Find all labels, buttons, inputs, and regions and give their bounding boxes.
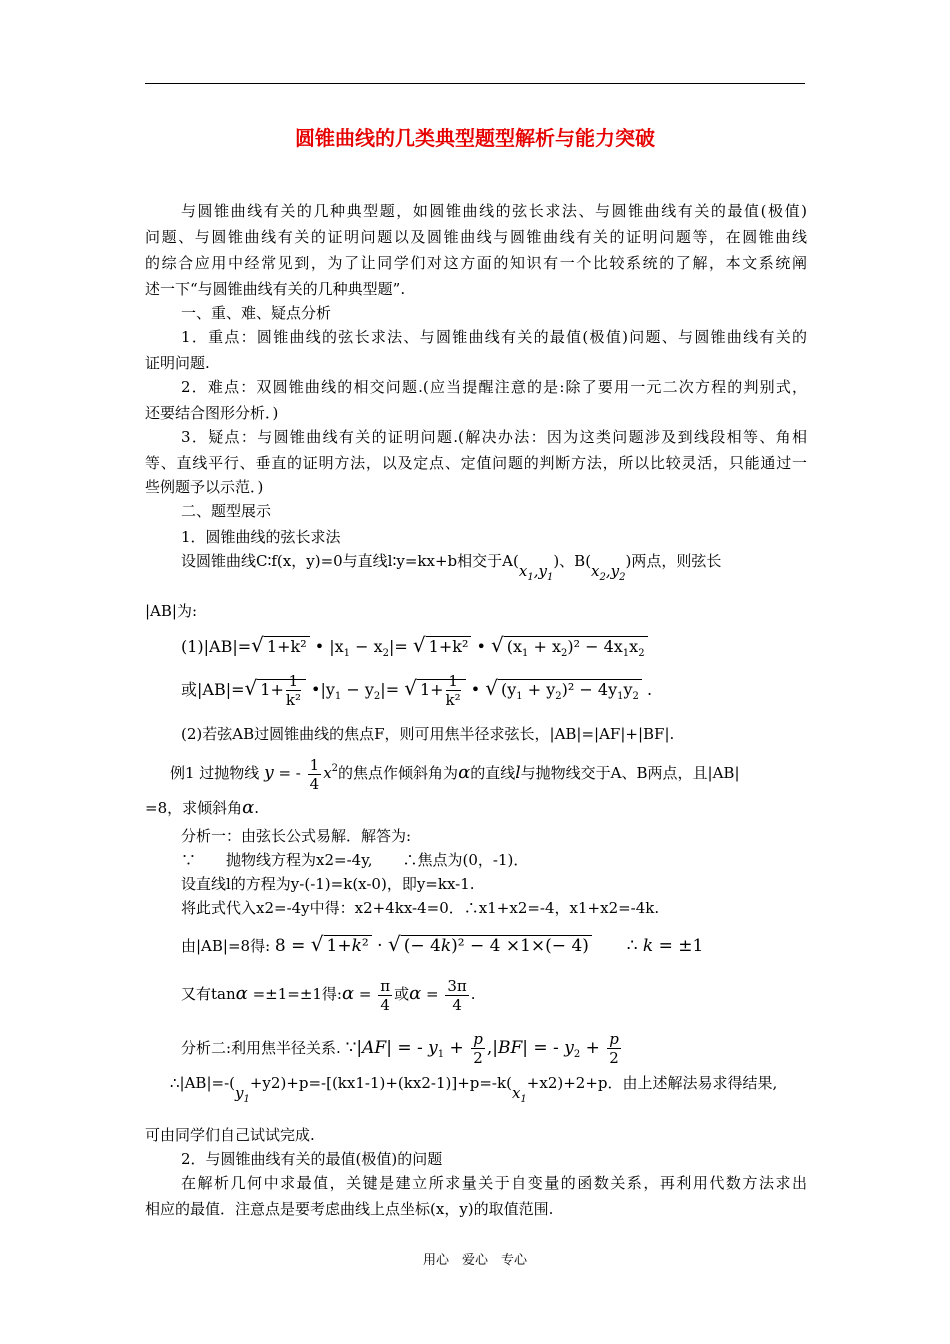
extreme-value-line-1: 在解析几何中求最值，关键是建立所求量关于自变量的函数关系，再利用代数方法求出 — [181, 1174, 807, 1192]
analysis-2-text-c: +y2)+p=-[(kx1-1)+(kx2-1)]+p=-k( — [249, 1074, 512, 1092]
analysis-1-step-3: 将此式代入x2=-4y中得：x2+4kx-4=0．∴x1+x2=-4，x1+x2=-4k. — [181, 899, 660, 917]
setup-text-b: )、B( — [553, 552, 592, 570]
setup-text-a: 设圆锥曲线C∶f(x，y)=0与直线l∶y=kx+b相交于A( — [181, 552, 519, 570]
ab-equals-8: 由|AB|=8得: — [181, 937, 271, 955]
analysis-2-conclusion: 可由同学们自己试试完成. — [145, 1126, 315, 1144]
page-footer: 用心 爱心 专心 — [422, 1253, 527, 1268]
key-point-line-2: 证明问题. — [145, 354, 210, 372]
point-b-coords: $x_2,y_2$ — [591, 562, 626, 583]
setup-text-c: )两点，则弦长 — [625, 552, 722, 570]
setup-line — [181, 551, 807, 583]
key-point-line-1: 1．重点：圆锥曲线的弦长求法、与圆锥曲线有关的最值(极值)问题、与圆锥曲线有关的 — [181, 328, 807, 346]
difficulty-line-2: 还要结合图形分析．) — [145, 404, 279, 422]
intro-line-2: 问题、与圆锥曲线有关的证明问题以及圆锥曲线与圆锥曲线有关的证明问题等，在圆锥曲线 — [145, 228, 807, 246]
intro-line-4: 述一下“与圆锥曲线有关的几种典型题”. — [145, 280, 406, 298]
example-1-line-2: =8，求倾斜角α. — [145, 797, 260, 818]
analysis-1-heading: 分析一：由弦长公式易解．解答为: — [181, 827, 412, 845]
section-heading-1: 一、重、难、疑点分析 — [181, 304, 332, 322]
analysis-1-step-4: 由|AB|=8得: 8 = √ 1+k² · √ (− 4k)² − 4 ×1×(− 4) ∴ k = ±1 — [181, 932, 704, 956]
analysis-2-heading: 分析二:利用焦半径关系. ∵|AF| = - $y_1$ + $\frac{p}{2}$ ,|BF| = - $y_2$ + $\frac{p}{2}$ — [181, 1030, 619, 1067]
point-a-coords: $x_1,y_1$ — [518, 562, 554, 583]
focal-radius-line: (2)若弦AB过圆锥曲线的焦点F，则可用焦半径求弦长，|AB|=|AF|+|BF|. — [181, 725, 675, 743]
example-1-text-e: =8，求倾斜角 — [145, 799, 243, 817]
example-1-text-a: 例1 过抛物线 — [170, 764, 260, 782]
example-1-text-b: 的焦点作倾斜角为 — [338, 764, 459, 782]
tan-text: 又有tan — [181, 985, 236, 1003]
subheading-extreme-value: 2．与圆锥曲线有关的最值(极值)的问题 — [181, 1150, 443, 1168]
example-1-line-1: 例1 过抛物线 y = - $\frac{1}{4}$ $x^2$的焦点作倾斜角为α的直线l与抛物线交于A、B两点，且|AB| — [170, 755, 740, 793]
analysis-1-step-1 — [181, 850, 807, 870]
or-text: 或 — [394, 985, 410, 1003]
intro-line-3: 的综合应用中经常见到，为了让同学们对这方面的知识有一个比较系统的了解，本文系统阐 — [145, 254, 807, 272]
formula-2: 或|AB|=√ 1+ $\frac{1}{\text{k²}}$ $•|y_1 - y_2|=$ √ 1+ $\frac{1}{\text{k²}}$ • √ $(y_1 + y_2)^2 - 4y_1y_2$ . — [181, 672, 653, 709]
doubt-line-3: 些例题予以示范．) — [145, 478, 264, 496]
intro-line-1: 与圆锥曲线有关的几种典型题，如圆锥曲线的弦长求法、与圆锥曲线有关的最值(极值) — [181, 202, 807, 220]
subheading-chord-length: 1．圆锥曲线的弦长求法 — [181, 528, 341, 546]
difficulty-line-1: 2．难点：双圆锥曲线的相交问题.(应当提醒注意的是:除了要用一元二次方程的判别式， — [181, 378, 807, 396]
example-1-text-d: 与抛物线交于A、B两点，且|AB| — [520, 764, 740, 782]
analysis-2-step: $\therefore|AB|=-(y_1+y2)+p=-[(kx1-1)+(kx2-1)]+p=-k(x_1+x2)+2+p$．由上述解法易求得结果, — [170, 1074, 778, 1105]
because-symbol: ∵ — [181, 851, 197, 869]
tan-text-2: =±1得: — [287, 985, 342, 1003]
doubt-line-2: 等、直线平行、垂直的证明方法，以及定点、定值问题的判断方法，所以比较灵活，只能通过一 — [145, 454, 807, 472]
parabola-equation: 抛物线方程为x2=-4y, — [226, 851, 373, 869]
formula-1-label: (1)|AB|= — [181, 637, 252, 656]
example-1-text-c: 的直线 — [470, 764, 516, 782]
formula-2-label: 或|AB|= — [181, 680, 245, 699]
analysis-1-step-5: 又有tanα =±1=±1得:α = $\frac{\pi}{4}$ 或α = $\frac{3\pi}{4}$ . — [181, 976, 476, 1014]
analysis-2-text: 分析二:利用焦半径关系. — [181, 1039, 341, 1057]
extreme-value-line-2: 相应的最值．注意点是要考虑曲线上点坐标(x，y)的取值范围. — [145, 1200, 554, 1218]
section-heading-2: 二、题型展示 — [181, 502, 272, 520]
analysis-1-step-2: 设直线l的方程为y-(-1)=k(x-0)，即y=kx-1. — [181, 875, 475, 893]
page-title: 圆锥曲线的几类典型题型解析与能力突破 — [295, 126, 655, 150]
formula-1: (1)|AB|=√ 1+k² • $|x_1 - x_2|=$ √ 1+k² • √ $(x_1 + x_2)^2 - 4x_1x_2$ — [181, 633, 807, 666]
analysis-2-text-b: ∴|AB|=-( — [170, 1074, 235, 1092]
header-rule — [145, 83, 805, 84]
ab-label: |AB|为: — [145, 602, 198, 620]
analysis-2-text-d: +x2)+2+p．由上述解法易求得结果, — [526, 1074, 778, 1092]
focus-text: ∴焦点为(0，-1)． — [402, 851, 529, 869]
doubt-line-1: 3．疑点：与圆锥曲线有关的证明问题.(解决办法：因为这类问题涉及到线段相等、角相 — [181, 428, 807, 446]
